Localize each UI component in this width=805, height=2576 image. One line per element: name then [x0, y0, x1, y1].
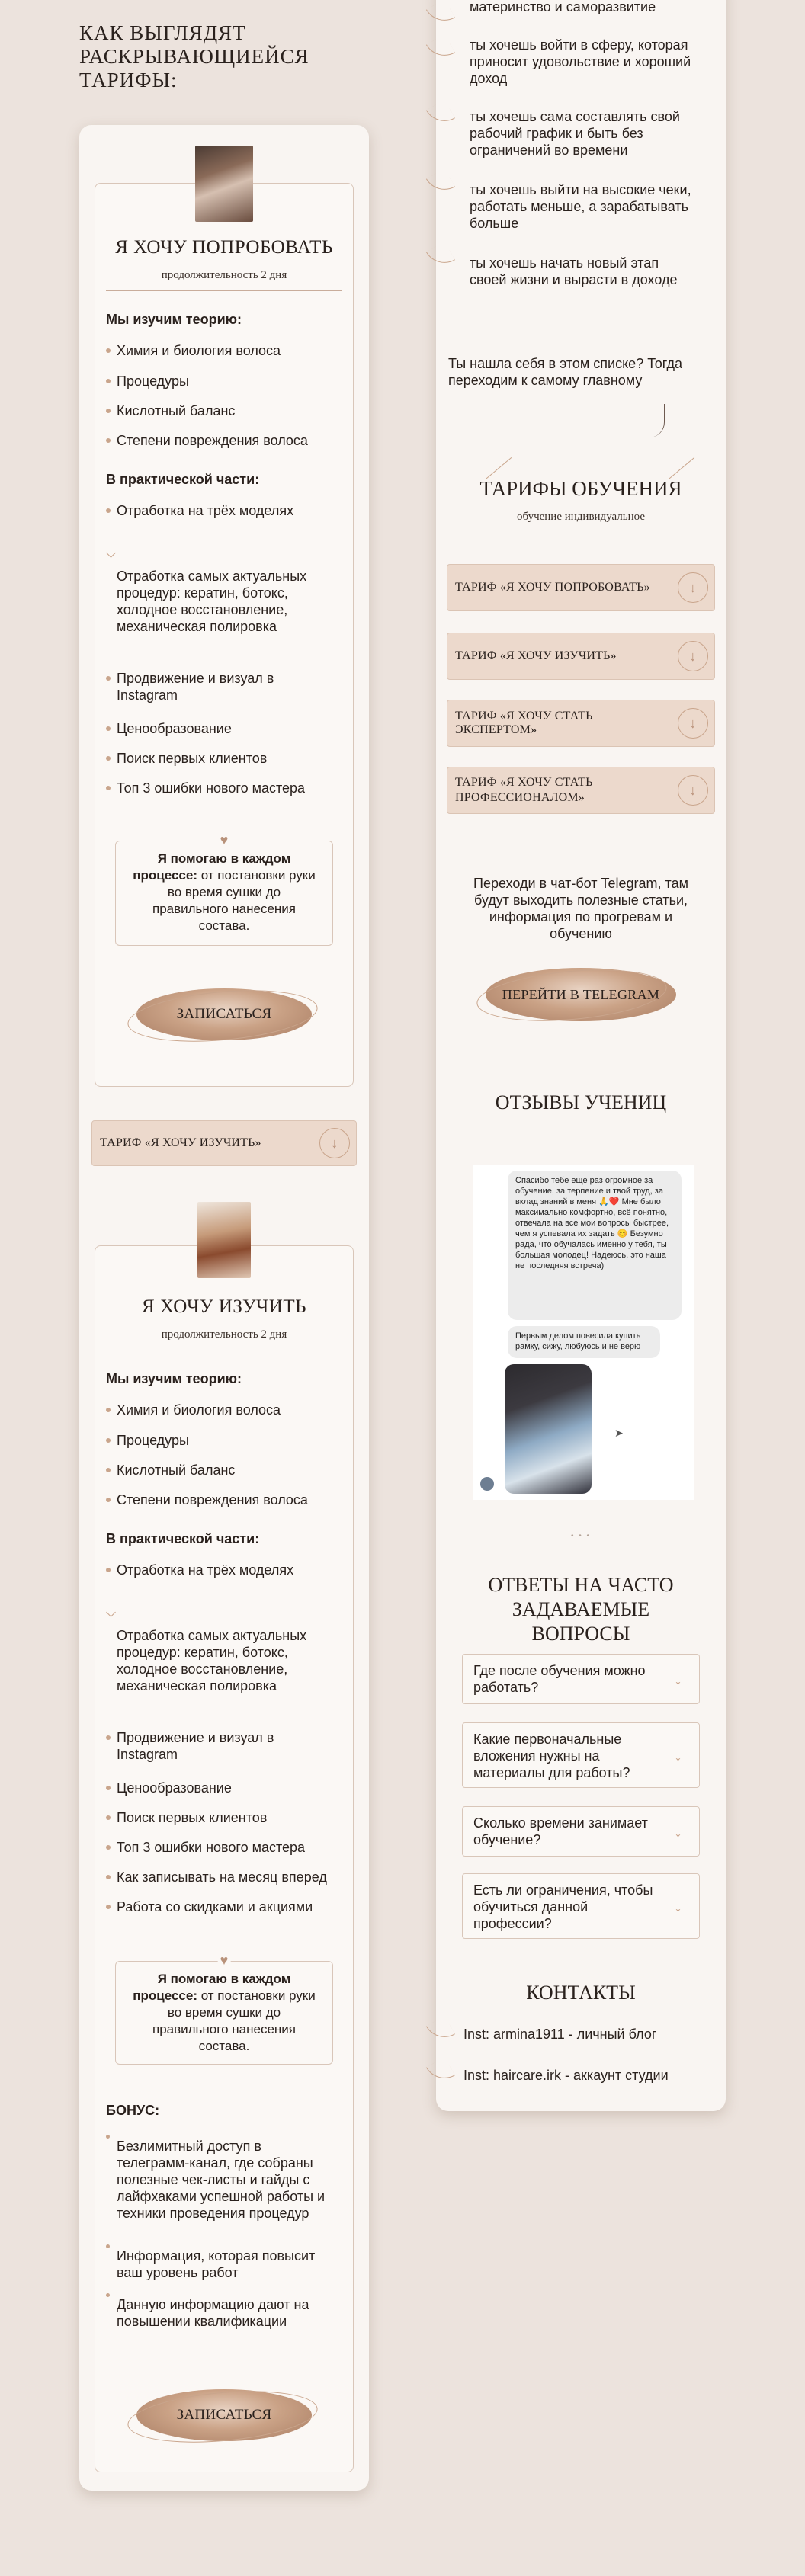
arrow-down-icon: ↓: [674, 1896, 682, 1915]
divider-line: [669, 457, 694, 479]
accordion-label: ТАРИФ «Я ХОЧУ СТАТЬ ПРОФЕССИОНАЛОМ»: [455, 776, 593, 804]
arrow-down-icon: ↓: [319, 1128, 350, 1158]
divider-line: [486, 457, 512, 479]
found-yourself-text: Ты нашла себя в этом списке? Тогда переходим к самому главному: [448, 356, 683, 388]
telegram-text: Переходи в чат-бот Telegram, там будут выходить полезные статьи, информация по прогревам и обучению: [473, 876, 688, 941]
accordion-tariff-expert[interactable]: [447, 700, 715, 747]
phone-mockup-right: [436, 0, 726, 2111]
arrow-down-icon: ↓: [678, 572, 708, 603]
list-item: Поиск первых клиентов: [106, 750, 345, 767]
list-item: Химия и биология волоса: [106, 1402, 345, 1418]
list-item: ты хочешь войти в сферу, которая приносит удовольствие и хороший доход: [470, 37, 691, 86]
curve-decoration: [426, 168, 455, 197]
card-duration: продолжительность 2 дня: [161, 1328, 287, 1341]
list-item: Как записывать на месяц вперед: [106, 1869, 345, 1886]
heart-icon: ♥: [218, 833, 231, 847]
list-item: Работа со скидками и акциями: [106, 1898, 345, 1915]
accordion-tariff-learn[interactable]: [91, 1120, 357, 1166]
faq-title: ОТВЕТЫ НА ЧАСТО ЗАДАВАЕМЫЕ ВОПРОСЫ: [488, 1574, 674, 1645]
curve-decoration: [426, 242, 455, 271]
arrow-down-icon: ↓: [678, 708, 708, 739]
avatar: [480, 1477, 494, 1491]
heart-icon: ♥: [218, 1953, 231, 1967]
tariff-card-try: [95, 183, 354, 1087]
curve-decoration: [426, 34, 455, 63]
arrow-down-icon: ↓: [674, 1745, 682, 1764]
list-item: Степени повреждения волоса: [106, 432, 345, 449]
accordion-label: ТАРИФ «Я ХОЧУ ИЗУЧИТЬ»: [100, 1136, 261, 1149]
help-text: от постановки руки во время сушки до правильного нанесения состава.: [152, 868, 316, 933]
list-item: Отработка самых актуальных процедур: кератин, ботокс, холодное восстановление, механическая полировка: [117, 569, 307, 634]
list-item: Отработка на трёх моделях: [106, 1562, 345, 1578]
list-item: материнство и саморазвитие: [470, 0, 656, 14]
help-bold: Я помогаю в каждом процессе:: [133, 851, 291, 883]
faq-question: Есть ли ограничения, чтобы обучиться данной профессии?: [473, 1882, 653, 1931]
theory-heading: Мы изучим теорию:: [106, 1371, 242, 1386]
faq-item[interactable]: [462, 1722, 700, 1788]
arrow-down-icon: ↓: [678, 641, 708, 671]
faq-question: Какие первоначальные вложения нужны на материалы для работы?: [473, 1732, 630, 1780]
reviews-title: ОТЗЫВЫ УЧЕНИЦ: [495, 1091, 667, 1113]
divider: [106, 290, 342, 291]
curve-decoration: [426, 0, 455, 28]
list-item: Продвижение и визуал в Instagram: [106, 670, 292, 703]
list-item: Топ 3 ошибки нового мастера: [106, 780, 345, 796]
faq-question: Где после обучения можно работать?: [473, 1663, 646, 1695]
accordion-tariff-try[interactable]: [447, 564, 715, 611]
accordion-label: ТАРИФ «Я ХОЧУ СТАТЬ ЭКСПЕРТОМ»: [455, 710, 593, 736]
course-photo: [197, 1202, 251, 1278]
practice-heading: В практической части:: [106, 1531, 260, 1546]
contact-link[interactable]: Inst: armina1911 - личный блог: [463, 2027, 657, 2042]
review-photo: [505, 1364, 592, 1494]
phone-mockup-left: [79, 125, 369, 2491]
list-item: Кислотный баланс: [106, 402, 345, 419]
list-item: Степени повреждения волоса: [106, 1491, 345, 1508]
curve-decoration: [426, 2016, 455, 2045]
practice-heading: В практической части:: [106, 472, 260, 487]
card-title: Я ХОЧУ ИЗУЧИТЬ: [142, 1296, 306, 1317]
accordion-tariff-learn[interactable]: [447, 633, 715, 680]
card-duration: продолжительность 2 дня: [161, 269, 287, 281]
list-item: Топ 3 ошибки нового мастера: [106, 1839, 345, 1856]
accordion-label: ТАРИФ «Я ХОЧУ ПОПРОБОВАТЬ»: [455, 581, 650, 594]
list-item: Процедуры: [106, 1432, 345, 1449]
help-box: [115, 832, 333, 946]
list-item: ты хочешь сама составлять свой рабочий график и быть без ограничений во времени: [470, 109, 680, 158]
list-item: Ценообразование: [106, 1780, 345, 1796]
list-item: Отработка самых актуальных процедур: кератин, ботокс, холодное восстановление, механическая полировка: [117, 1628, 307, 1693]
curve-decoration: [426, 2057, 455, 2086]
tariffs-title: ТАРИФЫ ОБУЧЕНИЯ: [479, 477, 682, 500]
list-item: Ценообразование: [106, 720, 345, 737]
review-message: Спасибо тебе еще раз огромное за обучение, за терпение и твой труд, за вклад знаний в меня 🙏❤️ Мне было максимально комфортно, всё понятно, отвечала на все мои вопросы быстрее, чем я успевала их задать 😊 Безумно рада, что обучалась именно у тебя, ты большая молодец! Надеюсь, это наша не последняя встреча): [508, 1171, 682, 1320]
review-message: Первым делом повесила купить рамку, сижу, любуюсь и не верю: [508, 1326, 660, 1358]
curve-decoration: [426, 100, 455, 129]
signup-button[interactable]: ЗАПИСАТЬСЯ: [136, 2389, 312, 2441]
share-icon[interactable]: ➤: [614, 1427, 624, 1439]
bonus-heading: БОНУС:: [106, 2103, 160, 2118]
card-title: Я ХОЧУ ПОПРОБОВАТЬ: [115, 237, 333, 258]
list-item: Отработка на трёх моделях: [106, 502, 345, 519]
help-text: от постановки руки во время сушки до правильного нанесения состава.: [152, 1988, 316, 2053]
list-item: Данную информацию дают на повышении квалификации: [106, 2296, 338, 2330]
list-item: Кислотный баланс: [106, 1462, 345, 1479]
list-item: ты хочешь начать новый этап своей жизни и вырасти в доходе: [470, 255, 678, 287]
page-heading: КАК ВЫГЛЯДЯТ РАСКРЫВАЮЩИЕЙСЯ ТАРИФЫ:: [79, 21, 309, 91]
theory-heading: Мы изучим теорию:: [106, 312, 242, 327]
help-box: [115, 1953, 333, 2065]
list-item: Поиск первых клиентов: [106, 1809, 345, 1826]
faq-item[interactable]: [462, 1654, 700, 1704]
accordion-label: ТАРИФ «Я ХОЧУ ИЗУЧИТЬ»: [455, 649, 617, 662]
tariff-card-learn: [95, 1245, 354, 2472]
list-item: ты хочешь выйти на высокие чеки, работать меньше, а зарабатывать больше: [470, 182, 691, 231]
contacts-title: КОНТАКТЫ: [526, 1982, 636, 2004]
list-item: Продвижение и визуал в Instagram: [106, 1729, 292, 1763]
telegram-button[interactable]: ПЕРЕЙТИ В TELEGRAM: [486, 968, 676, 1021]
accordion-tariff-pro[interactable]: [447, 767, 715, 814]
arrow-down-icon: [107, 1594, 115, 1618]
contact-link[interactable]: Inst: haircare.irk - аккаунт студии: [463, 2068, 669, 2083]
list-item: Безлимитный доступ в телеграмм-канал, где собраны полезные чек-листы и гайды с лайфхаками успешной работы и техники проведения процедур: [106, 2138, 338, 2222]
faq-item[interactable]: [462, 1873, 700, 1939]
list-item: Химия и биология волоса: [106, 342, 345, 359]
arrow-down-icon: [107, 534, 115, 559]
list-item: Информация, которая повысит ваш уровень работ: [106, 2248, 338, 2281]
arrow-down-icon: ↓: [674, 1821, 682, 1841]
arrow-curve-icon: [649, 404, 665, 437]
faq-question: Сколько времени занимает обучение?: [473, 1815, 648, 1847]
arrow-down-icon: ↓: [678, 775, 708, 806]
arrow-down-icon: ↓: [674, 1669, 682, 1688]
help-bold: Я помогаю в каждом процессе:: [133, 1972, 291, 2003]
list-item: Процедуры: [106, 373, 345, 389]
faq-item[interactable]: [462, 1806, 700, 1857]
teacher-photo: [195, 146, 253, 222]
tariffs-subtitle: обучение индивидуальное: [517, 511, 645, 523]
carousel-dots[interactable]: • • •: [570, 1532, 592, 1540]
signup-button[interactable]: ЗАПИСАТЬСЯ: [136, 988, 312, 1040]
review-screenshot: [473, 1165, 694, 1500]
